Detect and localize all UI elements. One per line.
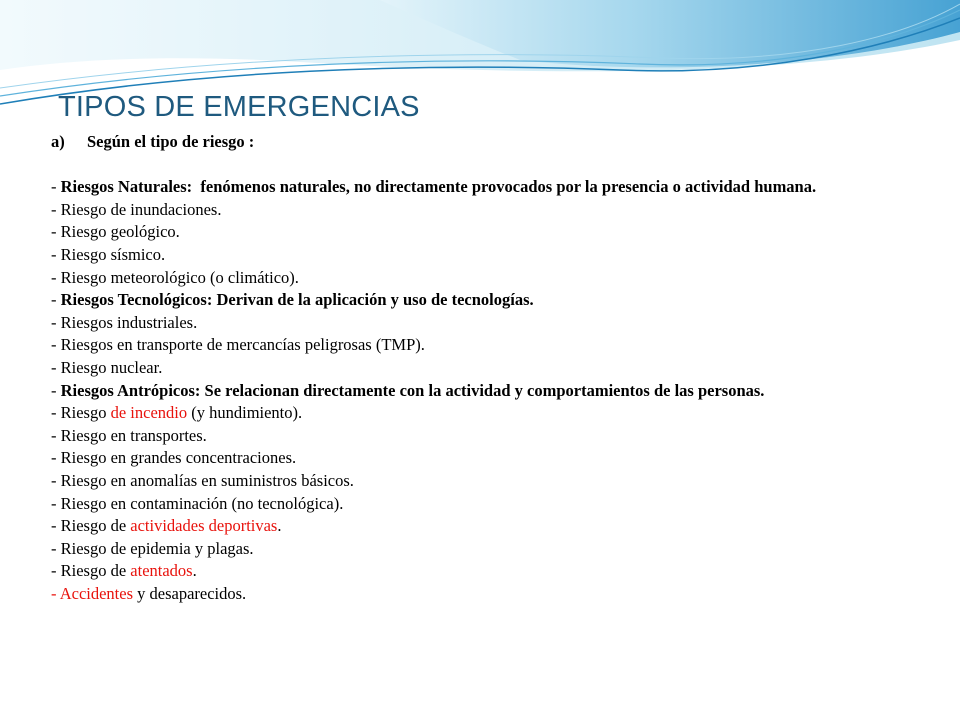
- list-item: - Riesgo en transportes.: [51, 425, 207, 445]
- highlight-atentados: atentados: [130, 561, 193, 581]
- list-item: - Riesgos industriales.: [51, 312, 198, 332]
- list-item-text: - Riesgo: [51, 403, 111, 423]
- list-item: - Riesgos en transporte de mercancías peligrosas (TMP).: [51, 335, 425, 355]
- antropicos-heading: [51, 380, 931, 403]
- list-item-atentados: [51, 560, 931, 583]
- antropicos-label: Riesgos Antrópicos:: [60, 380, 201, 400]
- naturales-label: Riesgos Naturales:: [60, 177, 193, 197]
- blank-line: [51, 154, 931, 177]
- section-letter: a): [51, 132, 65, 151]
- naturales-dash: -: [51, 177, 61, 197]
- list-item: - Riesgo geológico.: [51, 222, 180, 242]
- list-item: - Riesgo de epidemia y plagas.: [51, 538, 254, 558]
- slide-body: [51, 131, 931, 605]
- list-item: - Riesgo meteorológico (o climático).: [51, 267, 299, 287]
- list-item-text: - Riesgo de: [51, 516, 131, 536]
- section-heading-text: Según el tipo de riesgo :: [87, 132, 255, 151]
- antropicos-dash: -: [51, 380, 61, 400]
- list-item: - Riesgo en anomalías en suministros básicos.: [51, 470, 354, 490]
- list-item: - Riesgo sísmico.: [51, 244, 166, 264]
- naturales-heading: [51, 176, 931, 199]
- list-item-incendio: [51, 402, 931, 425]
- list-item: - Riesgo nuclear.: [51, 357, 163, 377]
- list-item-text: .: [192, 561, 197, 581]
- tecnologicos-label: Riesgos Tecnológicos:: [60, 290, 213, 310]
- highlight-incendio: de incendio: [110, 403, 188, 423]
- tecnologicos-dash: -: [51, 290, 61, 310]
- list-item-accidentes: [51, 583, 931, 606]
- list-item-text: - Riesgo de: [51, 561, 131, 581]
- list-item-text: .: [277, 516, 282, 536]
- highlight-deportivas: actividades deportivas: [130, 516, 278, 536]
- list-item: - Riesgo de inundaciones.: [51, 199, 222, 219]
- tecnologicos-heading: [51, 289, 931, 312]
- slide-title: TIPOS DE EMERGENCIAS: [58, 91, 420, 123]
- highlight-accidentes: - Accidentes: [51, 583, 134, 603]
- tecnologicos-description: Derivan de la aplicación y uso de tecnologías.: [216, 290, 534, 310]
- list-item: - Riesgo en grandes concentraciones.: [51, 448, 297, 468]
- list-item-deportivas: [51, 515, 931, 538]
- list-item: - Riesgo en contaminación (no tecnológica).: [51, 493, 344, 513]
- list-item-text: (y hundimiento).: [187, 403, 303, 423]
- naturales-description: fenómenos naturales, no directamente provocados por la presencia o actividad humana.: [200, 177, 817, 197]
- antropicos-description: Se relacionan directamente con la actividad y comportamientos de las personas.: [204, 380, 765, 400]
- section-heading: [51, 131, 931, 154]
- list-item-text: y desaparecidos.: [133, 583, 247, 603]
